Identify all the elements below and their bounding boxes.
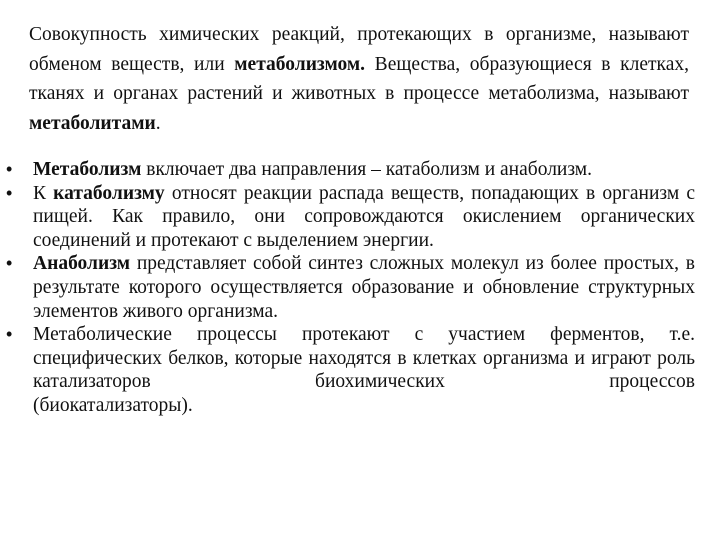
bullet-text: включает два направления – катаболизм и анаболизм.	[141, 159, 592, 180]
intro-text-3: .	[155, 112, 161, 134]
bullet-text: представляет собой синтез сложных молекул из более простых, в результате которого осуществляется образование и обновление структурных элементов живого организма.	[33, 253, 695, 322]
term-metabolism: метаболизмом.	[234, 53, 366, 75]
bullet-item-catabolism	[0, 182, 695, 253]
bullet-prefix: К	[33, 182, 54, 204]
term-metabolites: метаболитами	[29, 112, 156, 134]
bullet-term: Анаболизм	[33, 253, 131, 275]
bullet-item-metabolism	[0, 158, 695, 182]
bullet-marker: •	[6, 182, 13, 203]
intro-text-1: Совокупность химических реакций, протекающих в организме, называют обменом веществ, или	[29, 24, 689, 75]
bullet-text: относят реакции распада веществ, попадающих в организм с пищей. Как правило, они сопровождаются окислением органических соединений и протекают с выделением энергии.	[33, 182, 695, 251]
bullet-item-enzymes	[0, 323, 695, 417]
bullet-term: Метаболизм	[33, 159, 142, 180]
bullet-item-anabolism	[0, 252, 695, 323]
bullet-marker: •	[6, 159, 13, 179]
bullet-term: катаболизму	[53, 182, 165, 204]
bullet-marker: •	[6, 324, 13, 345]
intro-paragraph	[29, 20, 689, 138]
bullet-text-end: (биокатализаторы).	[33, 394, 193, 416]
intro-text-2: Вещества, образующиеся в клетках, тканях и органах растений и животных в процессе метаболизма, называют	[29, 53, 689, 104]
bullet-marker: •	[6, 253, 13, 274]
bullet-list	[0, 158, 720, 418]
bullet-text: Метаболические процессы протекают с участием ферментов, т.е. специфических белков, которые находятся в клетках организма и играют роль катализаторов биохимических процессов	[33, 324, 695, 393]
